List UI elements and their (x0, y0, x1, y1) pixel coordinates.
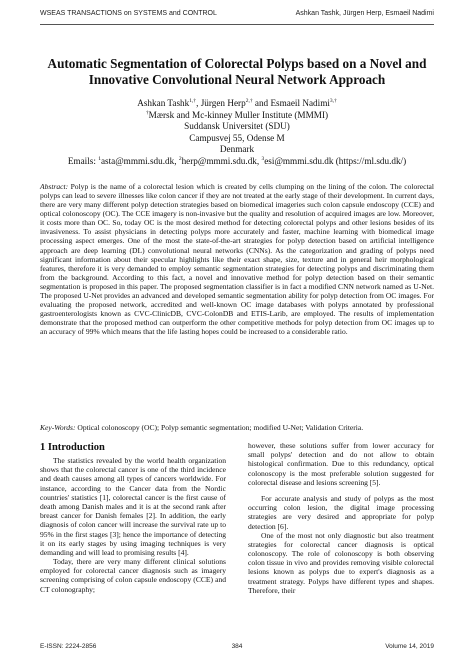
footer-page-number: 384 (231, 643, 243, 650)
right-column (248, 441, 434, 595)
author-separator-1: , (196, 98, 201, 108)
paper-title (40, 56, 434, 87)
author-2-affiliation: 2,† (245, 97, 253, 104)
author-line (40, 98, 434, 110)
author-1: Ashkan Tashk (137, 98, 190, 108)
running-header (40, 10, 434, 24)
affiliation-address: Campusvej 55, Odense M (189, 132, 285, 143)
affiliation-mark: † (145, 109, 149, 116)
section-heading-introduction: 1 Introduction (40, 442, 105, 453)
keywords (40, 423, 434, 432)
keywords-label: Key-Words: (40, 423, 76, 432)
intro-paragraph-2: Today, there are very many different clinical solutions employed for colorectal cancer diagnosis such as imagery screening comprising of colon capsule endoscopy (CCE) and CT colonography; (40, 557, 226, 594)
left-column (40, 441, 226, 594)
email-3[interactable]: esi@mmmi.sdu.dk (https://ml.sdu.dk/) (264, 155, 407, 166)
email-line (40, 156, 434, 168)
body-columns (40, 441, 434, 637)
intro-paragraph-4: For accurate analysis and study of polyps as the most occurring colon lesion, the digital image processing strategies are very desired and appropriate for polyp detection [6]. (248, 493, 434, 531)
keywords-text: Optical colonoscopy (OC); Polyp semantic segmentation; modified U-Net; Validation Criteria. (75, 423, 364, 432)
affiliation-country: Denmark (219, 144, 255, 155)
email-1[interactable]: asta@mmmi.sdu.dk, (100, 155, 179, 166)
header-rule (40, 24, 434, 25)
author-3-affiliation: 3,† (329, 97, 337, 104)
email-2[interactable]: herp@mmmi.sdu.dk, (181, 155, 262, 166)
email-3-mark: 3 (261, 155, 265, 162)
intro-paragraph-5: One of the most not only diagnostic but also treatment strategies for colorectal cancer diagnosis is optical colonoscopy. The role of colonoscopy is both observing colon tissue in vivo and provides removing visible colorectal lesions known as polyps due to expert's diagnosis as a treatment strategy. Polyps have different types and shapes. Therefore, their (248, 530, 434, 595)
page-footer (40, 643, 434, 655)
author-2: Jürgen Herp (200, 98, 246, 108)
abstract (40, 182, 434, 336)
intro-paragraph-1: The statistics revealed by the world health organization shows that the colorectal cancer is one of the third incidence and death causes among all types of cancers worldwide. For instance, according to the Cancer data from the Nordic countries' statistics [1], colorectal cancer is the first cause of death among Danish males and it is at the second rank after breast cancer for Danish females [2]. In addition, the early diagnosis of colon cancer will increase the survival rate up to 95% in the first stages [3]; hence the importance of detecting it on its early stages by using imaging techniques is very demanding and will lead to promising results [4]. (40, 456, 226, 557)
email-label: Emails: (67, 155, 99, 166)
affiliation-university: Suddansk Universitet (SDU) (184, 121, 290, 132)
footer-volume: Volume 14, 2019 (385, 643, 434, 650)
author-separator-2: and (252, 98, 271, 108)
email-2-mark: 2 (178, 155, 182, 162)
header-authors: Ashkan Tashk, Jürgen Herp, Esmaeil Nadimi (295, 10, 434, 17)
email-1-mark: 1 (98, 155, 101, 162)
affiliation-institute (40, 110, 434, 122)
footer-issn: E-ISSN: 2224-2856 (40, 643, 97, 650)
title-line-1: Automatic Segmentation of Colorectal Polyps based on a Novel and (47, 56, 427, 71)
title-line-2: Innovative Convolutional Neural Network Approach (88, 71, 386, 87)
journal-name: WSEAS TRANSACTIONS on SYSTEMS and CONTROL (40, 10, 217, 17)
author-block (40, 98, 434, 168)
author-1-affiliation: 1,† (189, 97, 197, 104)
institute-name: Mærsk and Mc-kinney Muller Institute (MMMI) (148, 109, 329, 120)
abstract-text: Polyp is the name of a colorectal lesion which is created by cells clumping on the lining of the colon. The colorectal polyps can lead to severe illnesses like colon cancer if they are not treated at the early stage of their development. In current days, there are very many different polyp detection strategies based on biomedical imageries such colon capsule endoscopy (CCE) and optical colonoscopy (OC). The CCE imagery is non-invasive but the quality and resolution of acquired images are low. Moreover, it costs more than OC. So, today OC is the most desired method for detecting colorectal polyps and other lesions besides of its invasiveness. To assist physicians in detecting polyps more accurately and faster, machine learning with biomedical image processing aspect emerges. One of the most the state-of-the-art strategies for polyp detection based on artificial intelligence approach are deep learning (DL) convolutional neural networks (CNNs). As the categorization and grading of polyps need significant information about their specular highlights like their exact shape, size, texture and in general heir morphological features, therefore it is very demanded to employ semantic segmentation strategies for detecting polyps and discriminating them from the background. According to this fact, a novel and innovative method for polyp detection based on their semantic segmentation is proposed in this paper. The proposed segmentation classifier is in fact a modified CNN network named as U-Net. The proposed U-Net provides an advanced and developed semantic segmentation ability for polyp detection from OC images. For evaluating the proposed network, accredited and well-known OC image databases with polyps annotated by professional gastroenterologists known as CVC-ClinicDB, CVC-ColonDB and ETIS-Larib, are employed. The results of implementation demonstrate that the proposed method can outperform the other competitive methods for polyp detection from OC images up to an accuracy of 99% which means that the life lasting hopes could be increased to a considerable ratio. (40, 182, 434, 337)
author-3: Esmaeil Nadimi (270, 98, 330, 108)
abstract-label: Abstract: (40, 182, 69, 191)
intro-paragraph-3: however, these solutions suffer from lower accuracy for small polyps' detection and do not allow to obtain histological confirmation. Due to this redundancy, optical colonoscopy is the most preferable solution suggested for colorectal disease and lesions screening [5]. (248, 441, 434, 487)
